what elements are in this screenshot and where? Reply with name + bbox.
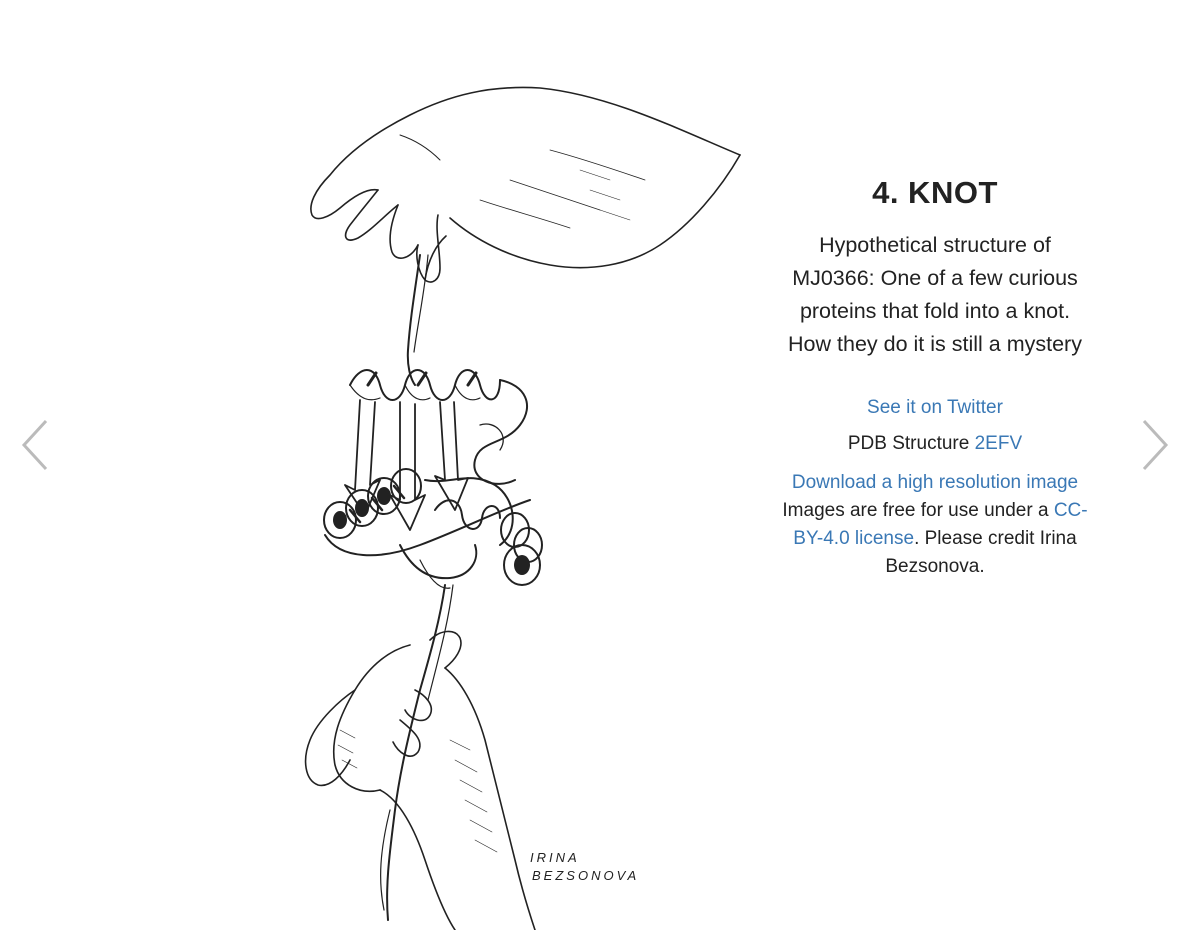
slide-description: Hypothetical structure of MJ0366: One of a few curious proteins that fold into a knot. How they do it is still a mystery (788, 233, 1082, 356)
slide-caption (780, 175, 1090, 581)
previous-slide-button[interactable] (16, 415, 56, 475)
slide-title: 4. KNOT (872, 175, 998, 210)
knot-protein-illustration (250, 40, 750, 930)
protein-knot-drawing (324, 370, 542, 588)
chevron-left-icon (16, 415, 56, 475)
download-image-link[interactable]: Download a high resolution image (791, 472, 1079, 493)
license-suffix: . Please credit Irina Bezsonova. (885, 528, 1077, 577)
next-slide-button[interactable] (1134, 415, 1174, 475)
license-text (780, 497, 1090, 581)
license-link[interactable]: CC-BY-4.0 license (793, 500, 1088, 549)
artist-signature-line2: BEZSONOVA (532, 868, 640, 883)
upper-hand-drawing (311, 87, 740, 281)
pdb-structure-line (780, 433, 1090, 455)
twitter-link[interactable]: See it on Twitter (867, 397, 1003, 418)
pdb-id-link[interactable]: 2EFV (974, 433, 1023, 454)
license-prefix: Images are free for use under a (782, 500, 1054, 521)
pdb-label: PDB Structure (847, 433, 975, 454)
chevron-right-icon (1134, 415, 1174, 475)
artist-signature-line1: IRINA (530, 850, 580, 865)
lower-hand-drawing (306, 631, 535, 930)
